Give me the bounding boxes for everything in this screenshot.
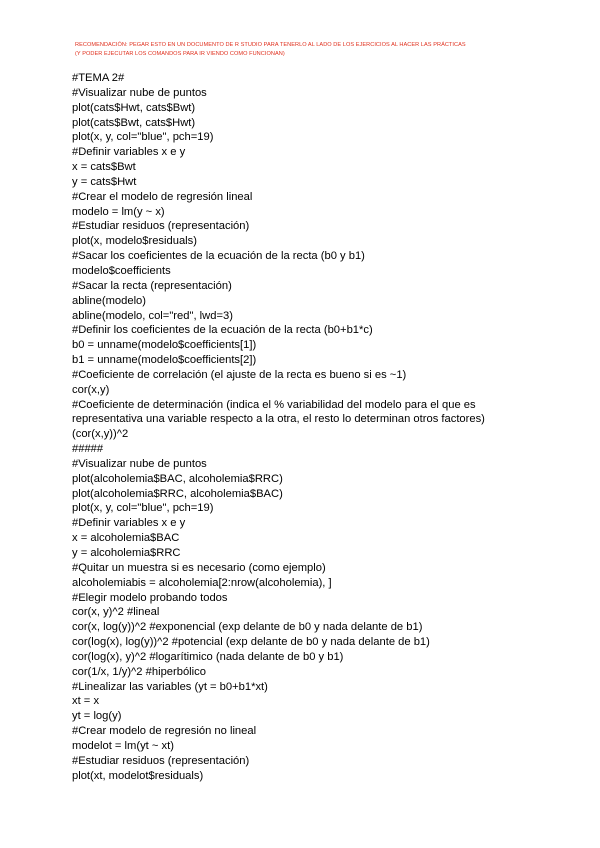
code-line: cor(x, y)^2 #lineal (72, 606, 160, 619)
code-line: y = alcoholemia$RRC (72, 547, 181, 559)
code-line: abline(modelo, col="red", lwd=3) (72, 309, 233, 322)
code-line: plot(x, y, col="blue", pch=19) (72, 131, 214, 144)
code-comment-line: #Estudiar residuos (representación) (72, 220, 250, 233)
code-comment-line: #Crear el modelo de regresión lineal (72, 190, 253, 203)
code-line: plot(cats$Bwt, cats$Hwt) (72, 116, 196, 129)
code-line: representativa una variable respecto a la otra, el resto lo determinan otros factores) (72, 413, 485, 426)
code-comment-line: #Coeficiente de correlación (el ajuste de la recta es bueno si es ~1) (72, 368, 407, 381)
code-comment-line: #Linealizar las variables (yt = b0+b1*xt) (72, 680, 268, 693)
code-line: cor(log(x), log(y))^2 #potencial (exp delante de b0 y nada delante de b1) (72, 636, 430, 649)
code-line: plot(x, y, col="blue", pch=19) (72, 502, 214, 515)
code-comment-line: #Definir variables x e y (72, 146, 186, 159)
code-line: plot(xt, modelot$residuals) (72, 769, 204, 782)
code-comment-line: #Quitar un muestra si es necesario (como ejemplo) (72, 561, 326, 574)
code-line: plot(cats$Hwt, cats$Bwt) (72, 101, 196, 114)
code-line: abline(modelo) (72, 294, 147, 307)
code-line: y = cats$Hwt (72, 175, 137, 188)
code-line: modelo$coefficients (72, 264, 171, 277)
code-line: b1 = unname(modelo$coefficients[2]) (72, 354, 257, 367)
recommendation-note (75, 41, 545, 58)
code-line: x = cats$Bwt (72, 161, 136, 174)
code-comment-line: #Visualizar nube de puntos (72, 457, 207, 470)
code-comment-line: #Estudiar residuos (representación) (72, 754, 250, 767)
recommendation-note-line-2: (Y PODER EJECUTAR LOS COMANDOS PARA IR VIENDO COMO FUNCIONAN) (75, 50, 285, 57)
code-line: x = alcoholemia$BAC (72, 532, 180, 545)
r-code-block (72, 71, 572, 784)
code-line: b0 = unname(modelo$coefficients[1]) (72, 339, 257, 352)
code-line: xt = x (72, 695, 100, 708)
code-comment-line: ##### (72, 443, 104, 456)
code-comment-line: #Sacar la recta (representación) (72, 279, 232, 292)
code-line: (cor(x,y))^2 (72, 428, 129, 441)
code-comment-line: #Visualizar nube de puntos (72, 86, 207, 99)
code-line: yt = log(y) (72, 710, 122, 723)
code-comment-line: #Sacar los coeficientes de la ecuación de la recta (b0 y b1) (72, 250, 365, 263)
code-comment-line: #Elegir modelo probando todos (72, 591, 228, 604)
code-line: plot(alcoholemia$RRC, alcoholemia$BAC) (72, 487, 283, 500)
code-line: cor(1/x, 1/y)^2 #hiperbólico (72, 665, 206, 678)
code-comment-line: #Coeficiente de determinación (indica el % variabilidad del modelo para el que es (72, 398, 476, 411)
code-line: cor(x, log(y))^2 #exponencial (exp delante de b0 y nada delante de b1) (72, 621, 423, 634)
code-comment-line: #TEMA 2# (72, 72, 125, 84)
code-line: cor(log(x), y)^2 #logarítimico (nada delante de b0 y b1) (72, 650, 344, 663)
code-line: plot(x, modelo$residuals) (72, 235, 197, 248)
code-line: modelo = lm(y ~ x) (72, 205, 165, 218)
code-line: alcoholemiabis = alcoholemia[2:nrow(alcoholemia), ] (72, 576, 332, 589)
code-comment-line: #Definir los coeficientes de la ecuación de la recta (b0+b1*c) (72, 324, 373, 337)
code-line: plot(alcoholemia$BAC, alcoholemia$RRC) (72, 472, 283, 485)
code-comment-line: #Crear modelo de regresión no lineal (72, 725, 257, 738)
code-comment-line: #Definir variables x e y (72, 517, 186, 530)
code-line: modelot = lm(yt ~ xt) (72, 739, 174, 752)
code-line: cor(x,y) (72, 383, 110, 396)
recommendation-note-line-1: RECOMENDACIÓN: PEGAR ESTO EN UN DOCUMENTO DE R STUDIO PARA TENERLO AL LADO DE LOS EJERCICIOS AL HACER LAS PRÁCTICAS (75, 42, 466, 48)
